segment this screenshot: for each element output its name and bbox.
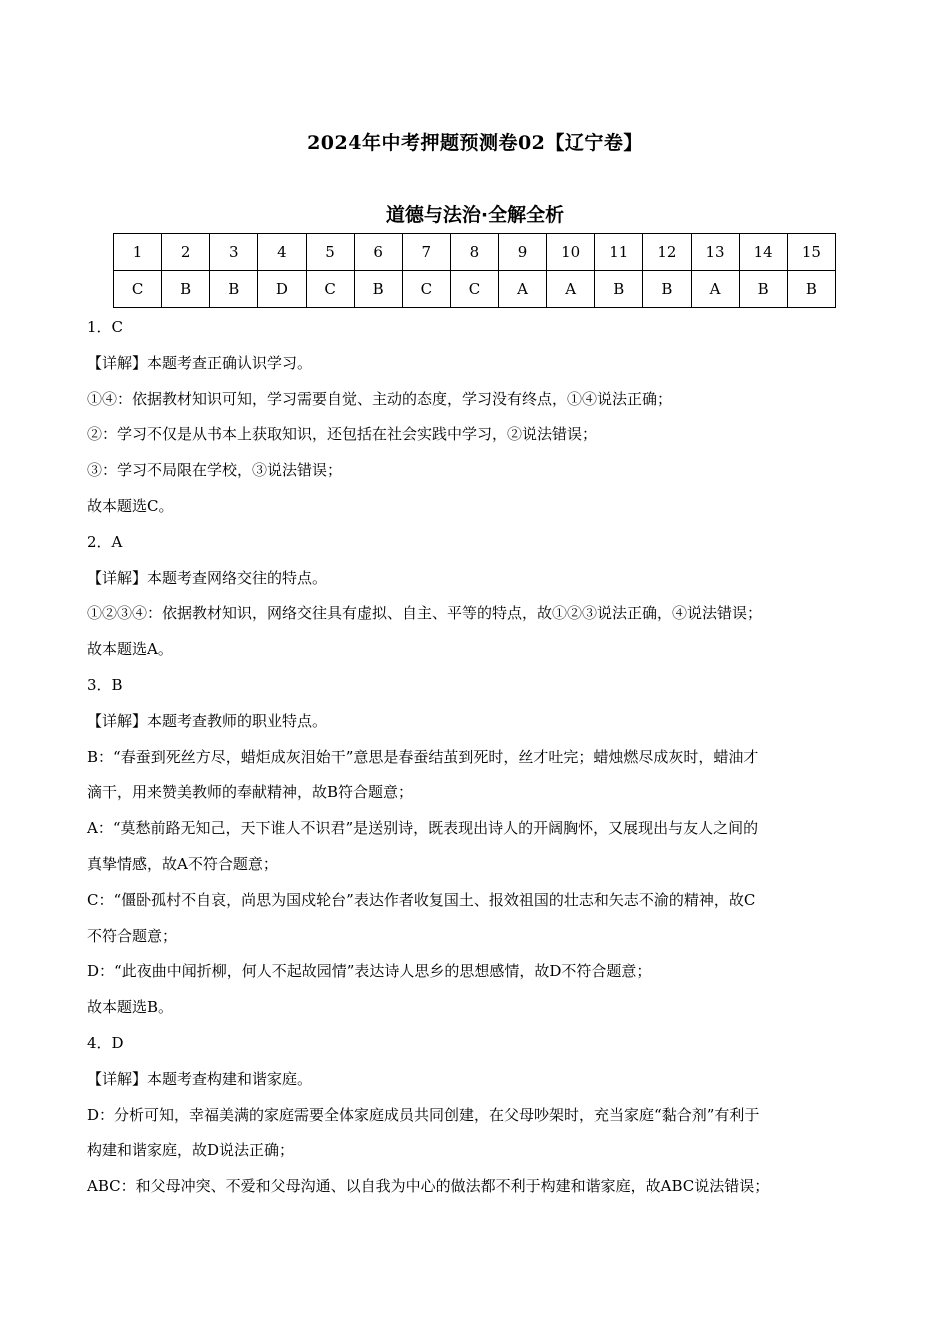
question-number-cell: 3 xyxy=(210,234,258,271)
explanation-line: ①②③④：依据教材知识，网络交往具有虚拟、自主、平等的特点，故①②③说法正确，④说法错误； xyxy=(87,604,763,623)
explanation-line: ①④：依据教材知识可知，学习需要自觉、主动的态度，学习没有终点，①④说法正确； xyxy=(87,389,673,408)
explanation-line: 真挚情感，故A不符合题意； xyxy=(87,854,278,873)
question-number-cell: 6 xyxy=(354,234,402,271)
explanation-line: 【详解】本题考查构建和谐家庭。 xyxy=(87,1069,313,1088)
question-number-cell: 1 xyxy=(114,234,162,271)
question-heading: 4．D xyxy=(87,1033,124,1052)
question-number-cell: 7 xyxy=(402,234,450,271)
question-heading: 1．C xyxy=(87,318,124,336)
answer-cell: C xyxy=(450,271,498,308)
explanation-line: 构建和谐家庭，故D说法正确； xyxy=(87,1141,295,1160)
answer-cell: B xyxy=(210,271,258,308)
question-number-cell: 2 xyxy=(162,234,210,271)
explanation-line: 故本题选B。 xyxy=(87,998,174,1017)
explanation-line: B：“春蚕到死丝方尽，蜡炬成灰泪始干”意思是春蚕结茧到死时，丝才吐完；蜡烛燃尽成灰时，蜡油才 xyxy=(87,747,759,766)
answer-table-number-row xyxy=(114,234,836,271)
explanation-line: D：“此夜曲中闻折柳，何人不起故园情”表达诗人思乡的思想感情，故D不符合题意； xyxy=(87,962,652,981)
question-number-cell: 11 xyxy=(595,234,643,271)
answer-cell: A xyxy=(691,271,739,308)
answer-table-answer-row xyxy=(114,271,836,308)
question-number-cell: 4 xyxy=(258,234,306,271)
answer-cell: C xyxy=(402,271,450,308)
answer-cell: B xyxy=(595,271,643,308)
question-number-cell: 10 xyxy=(547,234,595,271)
answer-cell: B xyxy=(354,271,402,308)
explanation-line: D：分析可知，幸福美满的家庭需要全体家庭成员共同创建，在父母吵架时，充当家庭“黏合剂”有利于 xyxy=(87,1105,760,1124)
explanation-line: 滴干，用来赞美教师的奉献精神，故B符合题意； xyxy=(87,783,414,802)
question-number-cell: 14 xyxy=(739,234,787,271)
explanation-line: ABC：和父母冲突、不爱和父母沟通、以自我为中心的做法都不利于构建和谐家庭，故ABC说法错误； xyxy=(87,1177,770,1196)
question-heading: 3．B xyxy=(87,675,123,694)
explanation-line: 【详解】本题考查网络交往的特点。 xyxy=(87,568,328,587)
explanation-line: 不符合题意； xyxy=(87,926,178,945)
answer-cell: B xyxy=(787,271,835,308)
question-number-cell: 5 xyxy=(306,234,354,271)
page-subtitle: 道德与法治·全解全析 xyxy=(385,204,565,226)
answer-cell: C xyxy=(114,271,162,308)
explanation-line: 【详解】本题考查教师的职业特点。 xyxy=(87,711,328,730)
explanation-line: 【详解】本题考查正确认识学习。 xyxy=(87,353,313,372)
page-title: 2024年中考押题预测卷02【辽宁卷】 xyxy=(307,132,643,154)
question-number-cell: 9 xyxy=(499,234,547,271)
explanation-line: ③：学习不局限在学校，③说法错误； xyxy=(87,461,343,480)
question-number-cell: 15 xyxy=(787,234,835,271)
answer-table xyxy=(113,233,836,308)
answer-cell: D xyxy=(258,271,306,308)
question-number-cell: 8 xyxy=(450,234,498,271)
explanation-line: 故本题选A。 xyxy=(87,640,173,659)
question-number-cell: 13 xyxy=(691,234,739,271)
answer-cell: C xyxy=(306,271,354,308)
answer-cell: B xyxy=(739,271,787,308)
answer-cell: B xyxy=(643,271,691,308)
explanation-line: ②：学习不仅是从书本上获取知识，还包括在社会实践中学习，②说法错误； xyxy=(87,425,598,444)
question-heading: 2．A xyxy=(87,532,123,551)
answer-cell: B xyxy=(162,271,210,308)
explanation-line: 故本题选C。 xyxy=(87,496,174,515)
answer-cell: A xyxy=(547,271,595,308)
explanation-line: C：“僵卧孤村不自哀，尚思为国戍轮台”表达作者收复国土、报效祖国的壮志和矢志不渝的精神，故C xyxy=(87,890,756,909)
explanation-line: A：“莫愁前路无知己，天下谁人不识君”是送别诗，既表现出诗人的开阔胸怀，又展现出与友人之间的 xyxy=(87,819,759,838)
explanation-body xyxy=(87,310,867,1205)
answer-cell: A xyxy=(499,271,547,308)
question-number-cell: 12 xyxy=(643,234,691,271)
